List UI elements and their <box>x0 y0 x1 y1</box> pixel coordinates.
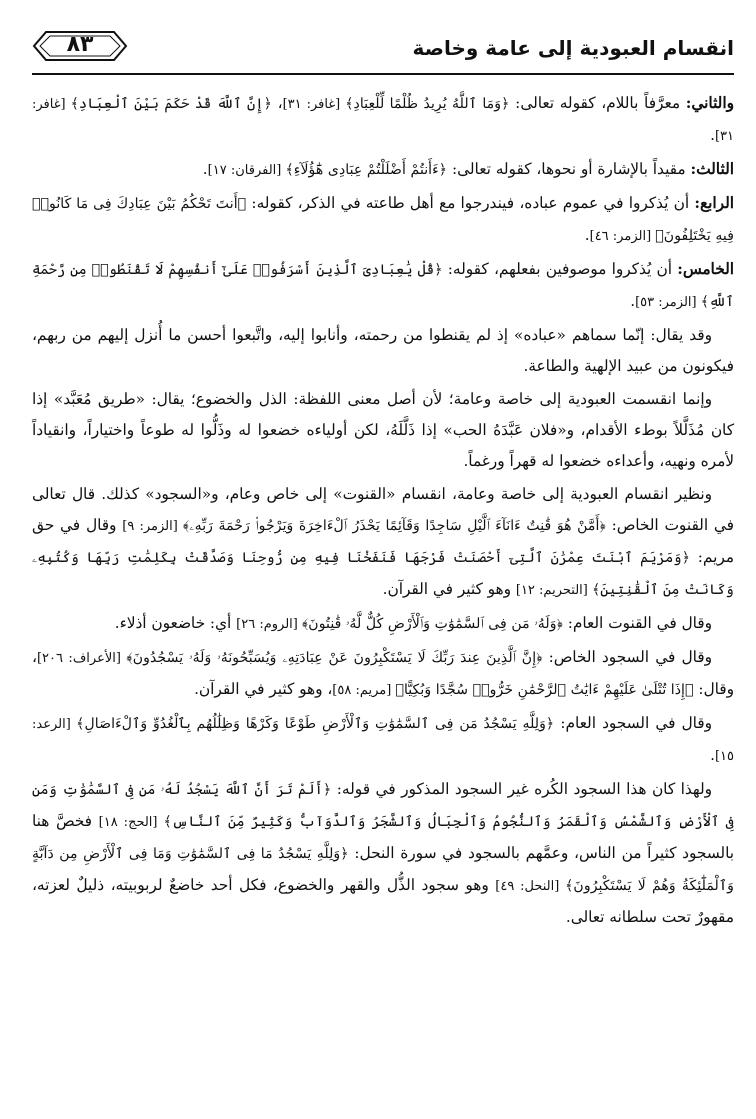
body-text: وقد يقال: إنّما سماهم «عباده» إذ لم يقنطوا من رحمته، وأنابوا إليه، واتَّبعوا أحسن ما أُنزل إليهم من ربهم، فيكونون من عبيد الإلهية والطاعة. <box>32 326 734 375</box>
verse-reference: [الزمر: ٥٣] <box>635 295 701 310</box>
paragraph <box>32 384 734 477</box>
verse-reference: [الفرقان: ١٧] <box>207 163 286 178</box>
body-text: وقال في القنوت العام: <box>562 614 712 632</box>
body-text: مقيداً بالإشارة أو نحوها، كقوله تعالى: <box>447 160 691 178</box>
body-text: معرَّفاً باللام، كقوله تعالى: <box>509 94 686 112</box>
paragraph-lead: والثاني: <box>685 94 734 112</box>
quran-verse: ﴿إِذَا تُتْلَىٰ عَلَيْهِمْ ءَايَٰتُ ٱلرَّحْمَٰنِ خَرُّوا۟ سُجَّدًا وَبُكِيًّا﴾ <box>395 682 694 698</box>
header-divider <box>32 73 734 75</box>
quran-verse: ﴿وَلِلَّهِ يَسْجُدُ مَن فِى ٱلسَّمَٰوَٰتِ وَٱلْأَرْضِ طَوْعًا وَكَرْهًا وَظِلَٰلُهُم بِٱلْغُدُوِّ وَٱلْءَاصَالِ﴾ <box>76 716 555 732</box>
verse-reference: [الأعراف: ٢٠٦] <box>36 651 127 666</box>
body-text: وهو سجود الذُّل والقهر والخضوع، فكل أحد خاضعٌ لربوبيته، ذليلٌ لعزته، مقهورٌ تحت سلطانه تعالى. <box>32 876 734 926</box>
body-text: أن يُذكروا في عموم عباده، فيندرجوا مع أهل طاعته في الذكر، كقوله: <box>246 194 695 212</box>
page-body <box>32 88 734 935</box>
body-text: وهو كثير في القرآن. <box>382 580 516 598</box>
paragraph-lead: الرابع: <box>694 194 734 212</box>
paragraph <box>32 608 734 640</box>
body-text: . <box>202 160 208 178</box>
quran-verse: ﴿قُلْ يَٰعِبَادِىَ ٱلَّذِينَ أَسْرَفُوا۟ عَلَىٰٓ أَنفُسِهِمْ لَا تَقْنَطُوا۟ مِن رَّحْمَةِ ٱللَّهِ﴾ <box>32 262 734 310</box>
body-text: ونظير انقسام العبودية إلى خاصة وعامة، انقسام «القنوت» إلى خاص وعام، و«السجود» كذلك. قال تعالى في القنوت الخاص: <box>32 485 734 534</box>
body-text: ، وقال: <box>32 648 734 698</box>
paragraph <box>32 254 734 318</box>
quran-verse: ﴿إِنَّ ٱللَّهَ قَدْ حَكَمَ بَيْنَ ٱلْعِبَادِ﴾ <box>70 96 272 112</box>
paragraph <box>32 188 734 252</box>
paragraph <box>32 774 734 933</box>
page-number: ٨٣ <box>66 32 94 57</box>
body-text: أي: خاضعون أذلاء. <box>114 614 237 632</box>
body-text: ، وهو كثير في القرآن. <box>194 680 333 698</box>
body-text: ولهذا كان هذا السجود الكُره غير السجود المذكور في قوله: <box>331 780 712 798</box>
quran-verse: ﴿أَمَّنْ هُوَ قَٰنِتٌ ءَانَآءَ ٱلَّيْلِ سَاجِدًا وَقَآئِمًا يَحْذَرُ ٱلْءَاخِرَةَ وَيَرْجُوا۟ رَحْمَةَ رَبِّهِۦ﴾ <box>182 518 606 534</box>
body-text: وقال في السجود الخاص: <box>542 648 712 666</box>
body-text: فخصَّ هنا بالسجود كثيراً من الناس، وعمَّهم بالسجود في سورة النحل: <box>32 812 734 862</box>
verse-reference: [التحريم: ١٢] <box>515 583 592 598</box>
paragraph-lead: الثالث: <box>690 160 734 178</box>
quran-verse: ﴿ءَأَنتُمْ أَضْلَلْتُمْ عِبَادِى هَٰٓؤُلَآءِ﴾ <box>285 162 448 178</box>
verse-reference: [غافر: ٣١] <box>282 97 346 112</box>
verse-reference: [غافر: ٣١] <box>32 97 734 144</box>
body-text: وقال في السجود العام: <box>554 714 712 732</box>
paragraph <box>32 642 734 706</box>
paragraph <box>32 479 734 606</box>
verse-reference: [الرعد: ١٥] <box>32 717 734 764</box>
verse-reference: [الزمر: ٤٦] <box>589 229 656 244</box>
quran-verse: ﴿وَمَا ٱللَّهُ يُرِيدُ ظُلْمًا لِّلْعِبَادِ﴾ <box>345 96 510 112</box>
page-header <box>32 30 734 70</box>
verse-reference: [الروم: ٢٦] <box>236 617 302 632</box>
quran-verse: ﴿أَنتَ تَحْكُمُ بَيْنَ عِبَادِكَ فِى مَا كَانُوا۟ فِيهِ يَخْتَلِفُونَ﴾ <box>32 196 734 244</box>
verse-reference: [مريم: ٥٨] <box>332 683 396 698</box>
verse-reference: [الحج: ١٨] <box>98 815 164 830</box>
quran-verse: ﴿وَلَهُۥ مَن فِى ٱلسَّمَٰوَٰتِ وَٱلْأَرْضِ كُلٌّ لَّهُۥ قَٰنِتُونَ﴾ <box>302 616 563 632</box>
body-text: ، <box>271 94 283 112</box>
paragraph <box>32 88 734 152</box>
body-text: . <box>710 126 715 144</box>
page-number-frame <box>32 30 128 62</box>
body-text: أن يُذكروا موصوفين بفعلهم، كقوله: <box>442 260 678 278</box>
paragraph-lead: الخامس: <box>677 260 734 278</box>
quran-verse: ﴿وَلِلَّهِ يَسْجُدُ مَا فِى ٱلسَّمَٰوَٰتِ وَمَا فِى ٱلْأَرْضِ مِن دَآبَّةٍ وَٱلْمَلَٰٓئِكَةُ وَهُمْ لَا يَسْتَكْبِرُونَ﴾ <box>32 846 735 894</box>
quran-verse: ﴿وَمَرْيَمَ ٱبْنَتَ عِمْرَٰنَ ٱلَّتِىٓ أَحْصَنَتْ فَرْجَهَا فَنَفَخْنَا فِيهِ مِن رُّوحِنَا وَصَدَّقَتْ بِكَلِمَٰتِ رَبِّهَا وَكُتُبِهِۦ وَكَانَتْ مِنَ ٱلْقَٰنِتِينَ﴾ <box>32 550 734 598</box>
quran-verse: ﴿أَلَمْ تَرَ أَنَّ ٱللَّهَ يَسْجُدُ لَهُۥ مَن فِى ٱلسَّمَٰوَٰتِ وَمَن فِى ٱلْأَرْضِ وَٱلشَّمْسُ وَٱلْقَمَرُ وَٱلنُّجُومُ وَٱلْجِبَالُ وَٱلشَّجَرُ وَٱلدَّوَآبُّ وَكَثِيرٌ مِّنَ ٱلنَّاسِ﴾ <box>32 782 734 830</box>
body-text: . <box>584 226 590 244</box>
quran-verse: ﴿إِنَّ ٱلَّذِينَ عِندَ رَبِّكَ لَا يَسْتَكْبِرُونَ عَنْ عِبَادَتِهِۦ وَيُسَبِّحُونَهُۥ وَلَهُۥ يَسْجُدُونَ﴾ <box>126 650 543 666</box>
body-text: . <box>710 746 715 764</box>
verse-reference: [الزمر: ٩] <box>122 519 183 534</box>
paragraph <box>32 320 734 382</box>
paragraph <box>32 708 734 772</box>
chapter-title: انقسام العبودية إلى عامة وخاصة <box>412 36 734 60</box>
paragraph <box>32 154 734 186</box>
body-text: . <box>630 292 636 310</box>
body-text: وقال في حق مريم: <box>32 516 734 566</box>
verse-reference: [النحل: ٤٩] <box>495 879 566 894</box>
body-text: وإنما انقسمت العبودية إلى خاصة وعامة؛ لأن أصل معنى اللفظة: الذل والخضوع؛ يقال: «طريق مُعَبَّد» إذا كان مُذَلَّلاً بوطء الأقدام، و«فلان عَبَّدَهُ الحب» إذا ذَلَّلَهُ، لكن أولياءه خضعوا له وذَلُّوا له طوعاً واختياراً، وانقياداً لأمره ونهيه، وأعداءه خضعوا له قهراً ورغماً. <box>32 390 734 470</box>
